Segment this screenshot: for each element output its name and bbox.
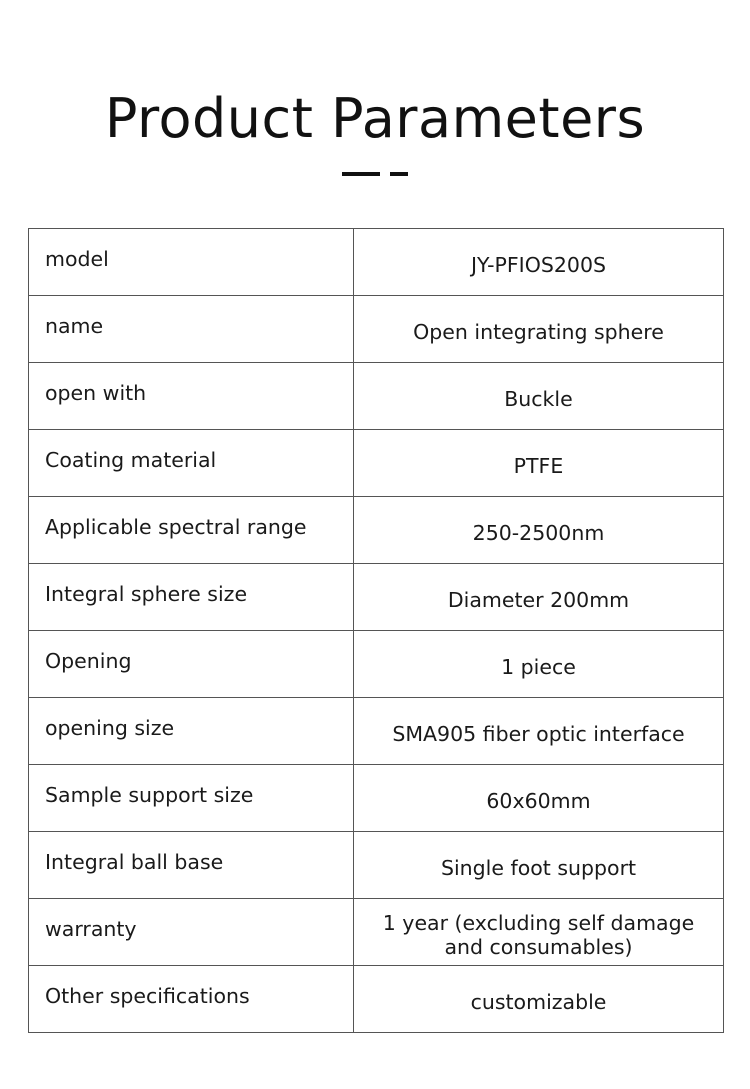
param-label: opening size [45,716,175,740]
param-value-cell [354,765,724,832]
param-value-cell [354,430,724,497]
param-label-cell [29,430,354,497]
param-value-cell [354,363,724,430]
param-label: Integral ball base [45,850,224,874]
param-label: Integral sphere size [45,582,248,606]
param-value-cell [354,899,724,966]
table-row [29,631,724,698]
param-value: 60x60mm [486,789,591,813]
param-value: 1 piece [501,655,576,679]
param-value: customizable [470,990,607,1014]
param-value: PTFE [513,454,564,478]
param-value: 1 year (excluding self damage and consumables) [382,911,695,959]
param-label: open with [45,381,147,405]
param-label: name [45,314,104,338]
param-value-cell [354,631,724,698]
param-label: Opening [45,649,132,673]
param-value-cell [354,832,724,899]
param-label: Other specifications [45,984,250,1008]
table-row [29,765,724,832]
table-row [29,564,724,631]
param-value: Single foot support [440,856,637,880]
param-label-cell [29,229,354,296]
param-label-cell [29,698,354,765]
param-label-cell [29,899,354,966]
title-divider-short [390,172,408,176]
table-row [29,698,724,765]
table-row [29,430,724,497]
param-label-cell [29,564,354,631]
table-row [29,363,724,430]
title-divider-long [342,172,380,176]
param-label-cell [29,631,354,698]
param-value-cell [354,698,724,765]
page-title: Product Parameters [104,87,646,150]
param-value-cell [354,966,724,1033]
param-value: Diameter 200mm [447,588,630,612]
param-value: Open integrating sphere [413,320,664,344]
table-row [29,229,724,296]
param-value-cell [354,497,724,564]
table-row [29,296,724,363]
parameters-table [28,228,724,1033]
param-value: Buckle [504,387,573,411]
param-label: Applicable spectral range [45,515,307,539]
param-label: model [45,247,109,271]
param-value: SMA905 fiber optic interface [392,722,685,746]
table-row [29,966,724,1033]
param-label-cell [29,363,354,430]
param-value: JY-PFIOS200S [470,253,607,277]
param-value-cell [354,564,724,631]
param-value: 250-2500nm [472,521,605,545]
table-row [29,832,724,899]
param-label-cell [29,832,354,899]
param-value-cell [354,229,724,296]
param-label-cell [29,296,354,363]
param-label-cell [29,966,354,1033]
param-label-cell [29,497,354,564]
param-label-cell [29,765,354,832]
param-label: Sample support size [45,783,254,807]
table-row [29,497,724,564]
param-value-cell [354,296,724,363]
param-label: Coating material [45,448,217,472]
table-row [29,899,724,966]
param-label: warranty [45,917,137,941]
